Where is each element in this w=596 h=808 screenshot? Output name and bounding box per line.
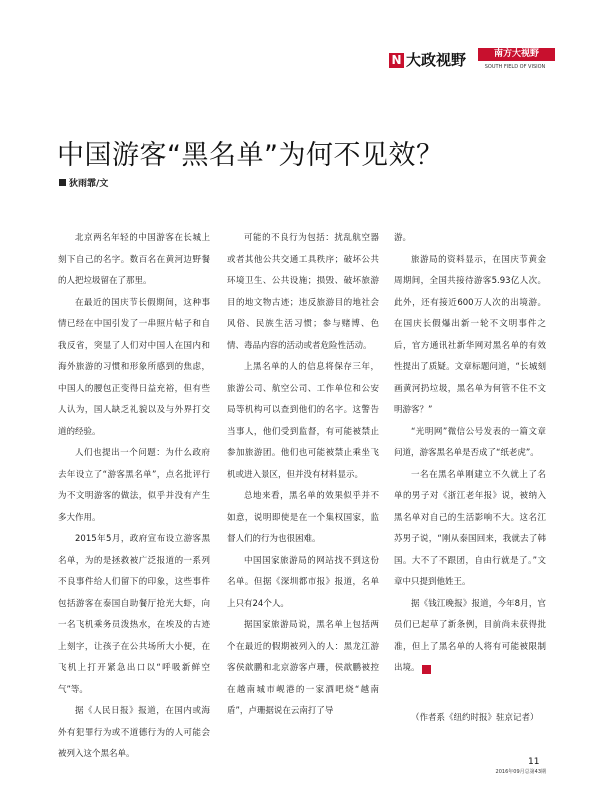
- brand-logo-icon: N: [389, 53, 404, 68]
- byline: [59, 178, 108, 190]
- paragraph: 在最近的国庆节长假期间，这种事情已经在中国引发了一串照片帖子和自我反省，突显了人们对中国人在国内和海外旅游的习惯和形象所感到的焦虑，中国人的腰包正变得日益充裕，但有些人认为，国人缺乏礼貌以及与外界打交道的经验。: [58, 297, 210, 437]
- article-column-3: [394, 228, 546, 680]
- paragraph-continued: 游。: [394, 233, 412, 243]
- paragraph: “光明网”微信公号发表的一篇文章问道，游客黑名单是否成了“纸老虎”。: [394, 426, 546, 458]
- byline-text: 狄雨霏/文: [69, 179, 109, 189]
- paragraph: 旅游局的资料显示，在国庆节黄金周期间，全国共接待游客5.93亿人次。此外，还有接近600万人次的出境游。在国庆长假爆出新一轮不文明事件之后，官方通讯社新华网对黑名单的有效性提出了质疑。文章标题问道，“长城刻画黄河扔垃圾，黑名单为何管不住不文明游客？”: [394, 254, 546, 415]
- brand-title: 大政视野: [406, 51, 467, 69]
- article-title: 中国游客“黑名单”为何不见效？: [57, 140, 444, 171]
- issue-info: 2016年09月总第43期: [495, 769, 546, 775]
- paragraph: 2015年5月，政府宣布设立游客黑名单，为的是拯救被广泛报道的一系列不良事件给人们留下的印象，这些事件包括游客在泰国自助餐厅抢光大虾，向一名飞机乘务员泼热水，在埃及的古迹上刻字，让孩子在公共场所大小便，在飞机上打开紧急出口以“呼吸新鲜空气”等。: [58, 534, 210, 695]
- paragraph: 人们也提出一个问题：为什么政府去年设立了“游客黑名单”，点名批评行为不文明游客的做法，似乎并没有产生多大作用。: [58, 448, 210, 523]
- paragraph: 中国国家旅游局的网站找不到这份名单。但据《深圳都市报》报道，名单上只有24个人。: [227, 555, 379, 609]
- paragraph-text: 据《钱江晚报》报道，今年8月，官员们已起草了新条例，目前尚未获得批准，但上了黑名单的人将有可能被限制出境。: [394, 598, 546, 673]
- paragraph: 总地来看，黑名单的效果似乎并不如意，说明即使是在一个集权国家，监督人们的行为也很困难。: [227, 491, 379, 544]
- end-mark-icon: N: [422, 665, 431, 674]
- section-subtitle: SOUTH FIELD OF VISION: [484, 64, 546, 70]
- paragraph: 可能的不良行为包括：扰乱航空器或者其他公共交通工具秩序；破坏公共环境卫生、公共设施；损毁、破坏旅游目的地文物古迹；违反旅游目的地社会风俗、民族生活习惯；参与赌博、色情、毒品内容的活动或者危险性活动。: [227, 233, 379, 351]
- article-column-1: [58, 228, 210, 766]
- paragraph: [394, 594, 546, 680]
- paragraph: 上黑名单的人的信息将保存三年，旅游公司、航空公司、工作单位和公安局等机构可以查到他们的名字。这警告当事人，他们受到监督，有可能被禁止参加旅游团。他们也可能被禁止乘坐飞机或进入景区，但并没有材料显示。: [227, 362, 379, 480]
- paragraph: 一名在黑名单刚建立不久就上了名单的男子对《浙江老年报》说，被纳入黑名单对自己的生活影响不大。这名江苏男子说，“刚从泰国回来，我就去了韩国。大不了不跟团，自由行就是了。”文章中只提到他姓王。: [394, 469, 546, 587]
- paragraph: 据国家旅游局说，黑名单上包括两个在最近的假期被列入的人：黑龙江游客侯歆鹏和北京游客卢珊，侯歆鹏被控在越南城市岘港的一家酒吧烧“越南盾”，卢珊据说在云南打了导: [227, 620, 379, 716]
- page-number: 11: [528, 757, 540, 767]
- author-note: （作者系《纽约时报》驻京记者）: [411, 713, 539, 723]
- article-column-2: [227, 228, 379, 723]
- paragraph: 北京两名年轻的中国游客在长城上刻下自己的名字。数百名在黄河边野餐的人把垃圾留在了那里。: [58, 233, 210, 286]
- section-tag: 南方大视野: [478, 48, 555, 61]
- paragraph: 据《人民日报》报道，在国内或海外有犯罪行为或不道德行为的人可能会被列入这个黑名单。: [58, 706, 210, 759]
- byline-square-icon: [59, 179, 66, 186]
